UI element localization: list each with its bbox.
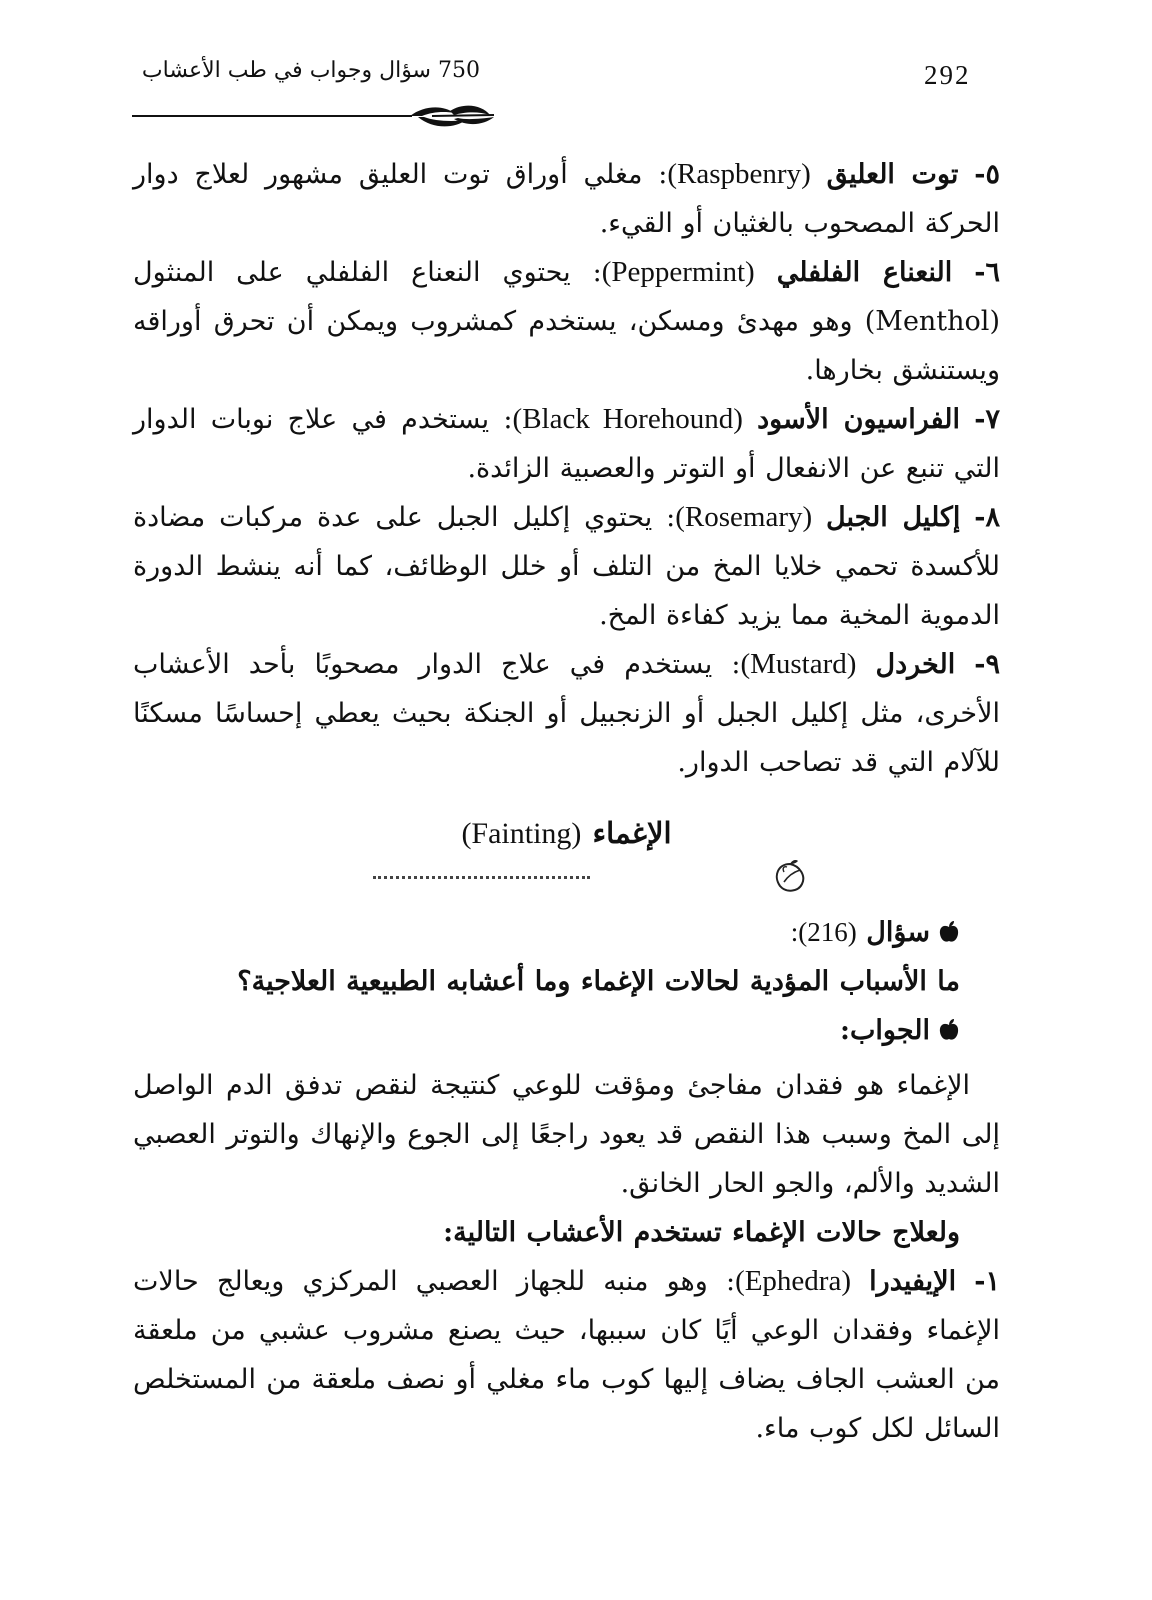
herb-entry-peppermint [133,248,1000,395]
dotted-leader [373,876,590,879]
entry-name: الإيفيدرا [869,1266,957,1297]
entry-name: الخردل [875,649,956,680]
entry-latin-name: (Black Horehound) [512,403,743,435]
answer-subheading: ولعلاج حالات الإغماء تستخدم الأعشاب التالية: [443,1217,960,1248]
entry-latin-name: (Ephedra) [735,1265,851,1297]
entry-name: إكليل الجبل [826,502,961,533]
herb-entry-black-horehound [133,395,1000,493]
entry-text: : يستخدم في علاج الدوار مصحوبًا بأحد الأعشاب الأخرى، مثل إكليل الجبل أو الزنجبيل أو الجنكة بحيث يعطي إحساسًا مسكنًا للآلام التي قد تصاحب الدوار. [133,649,1000,778]
section-heading [133,809,1000,858]
question-number: (216): [790,917,857,947]
section-latin-title: (Fainting) [461,817,582,850]
entry-number: ٦- [974,257,1001,288]
answer-label-row [133,1006,1000,1055]
question-text: ما الأسباب المؤدية لحالات الإغماء وما أعشابه الطبيعية العلاجية؟ [237,966,960,997]
question-word: سؤال [866,917,930,948]
entry-latin-name: (Rosemary) [675,501,813,533]
answer-label: الجواب: [840,1015,930,1046]
entry-latin-name: (Raspbenry) [667,158,811,190]
entry-number: ١- [974,1266,1000,1297]
herb-entry-mustard [133,640,1000,787]
entry-text: : يستخدم في علاج نوبات الدوار التي تنبع عن الانفعال أو التوتر والعصبية الزائدة. [133,404,1000,484]
question-label [133,908,1000,957]
running-title: 750 سؤال وجواب في طب الأعشاب [141,58,480,83]
entry-name: الفراسيون الأسود [757,404,961,435]
entry-number: ٨- [974,502,1000,533]
entry-text: : وهو منبه للجهاز العصبي المركزي ويعالج حالات الإغماء وفقدان الوعي أيًا كان سببها، حيث يصنع مشروب عشبي من ملعقة من العشب الجاف يضاف إليها كوب ماء مغلي أو نصف ملعقة من المستخلص السائل لكل كوب ماء. [133,1266,1000,1444]
page-number: 292 [924,60,971,90]
apple-bullet-icon [938,920,960,944]
herb-entry-raspberry [133,150,1000,248]
entry-number: ٥- [974,159,1000,190]
entry-number: ٩- [974,649,1000,680]
section-title: الإغماء [592,816,672,850]
header-rule-leaf-icon [132,103,512,133]
herb-entry-rosemary [133,493,1000,640]
entry-text: : يحتوي النعناع الفلفلي على المنثول (Menthol) وهو مهدئ ومسكن، يستخدم كمشروب ويمكن أن تحرق أوراقه ويستنشق بخارها. [133,257,1000,386]
entry-text: : يحتوي إكليل الجبل على عدة مركبات مضادة للأكسدة تحمي خلايا المخ من التلف أو خلل الوظائف، كما أنه ينشط الدورة الدموية المخية مما يزيد كفاءة المخ. [133,502,1000,631]
apple-bullet-icon [938,1018,960,1042]
entry-latin-name: (Mustard) [740,648,857,680]
answer-paragraph: الإغماء هو فقدان مفاجئ ومؤقت للوعي كنتيجة لنقص تدفق الدم الواصل إلى المخ وسبب هذا النقص قد يعود راجعًا إلى الجوع والإنهاك والتوتر العصبي الشديد والألم، والجو الحار الخانق. [133,1070,1000,1199]
entry-latin-name: (Peppermint) [601,256,755,288]
entry-number: ٧- [974,404,1000,435]
herb-entry-ephedra [133,1257,1000,1453]
page-body [133,150,1000,1453]
section-divider [343,864,810,908]
entry-name: النعناع الفلفلي [776,257,953,288]
entry-text: : مغلي أوراق توت العليق مشهور لعلاج دوار الحركة المصحوب بالغثيان أو القيء. [133,159,1000,239]
leaf-ornament-icon [770,858,810,894]
entry-name: توت العليق [826,159,959,190]
